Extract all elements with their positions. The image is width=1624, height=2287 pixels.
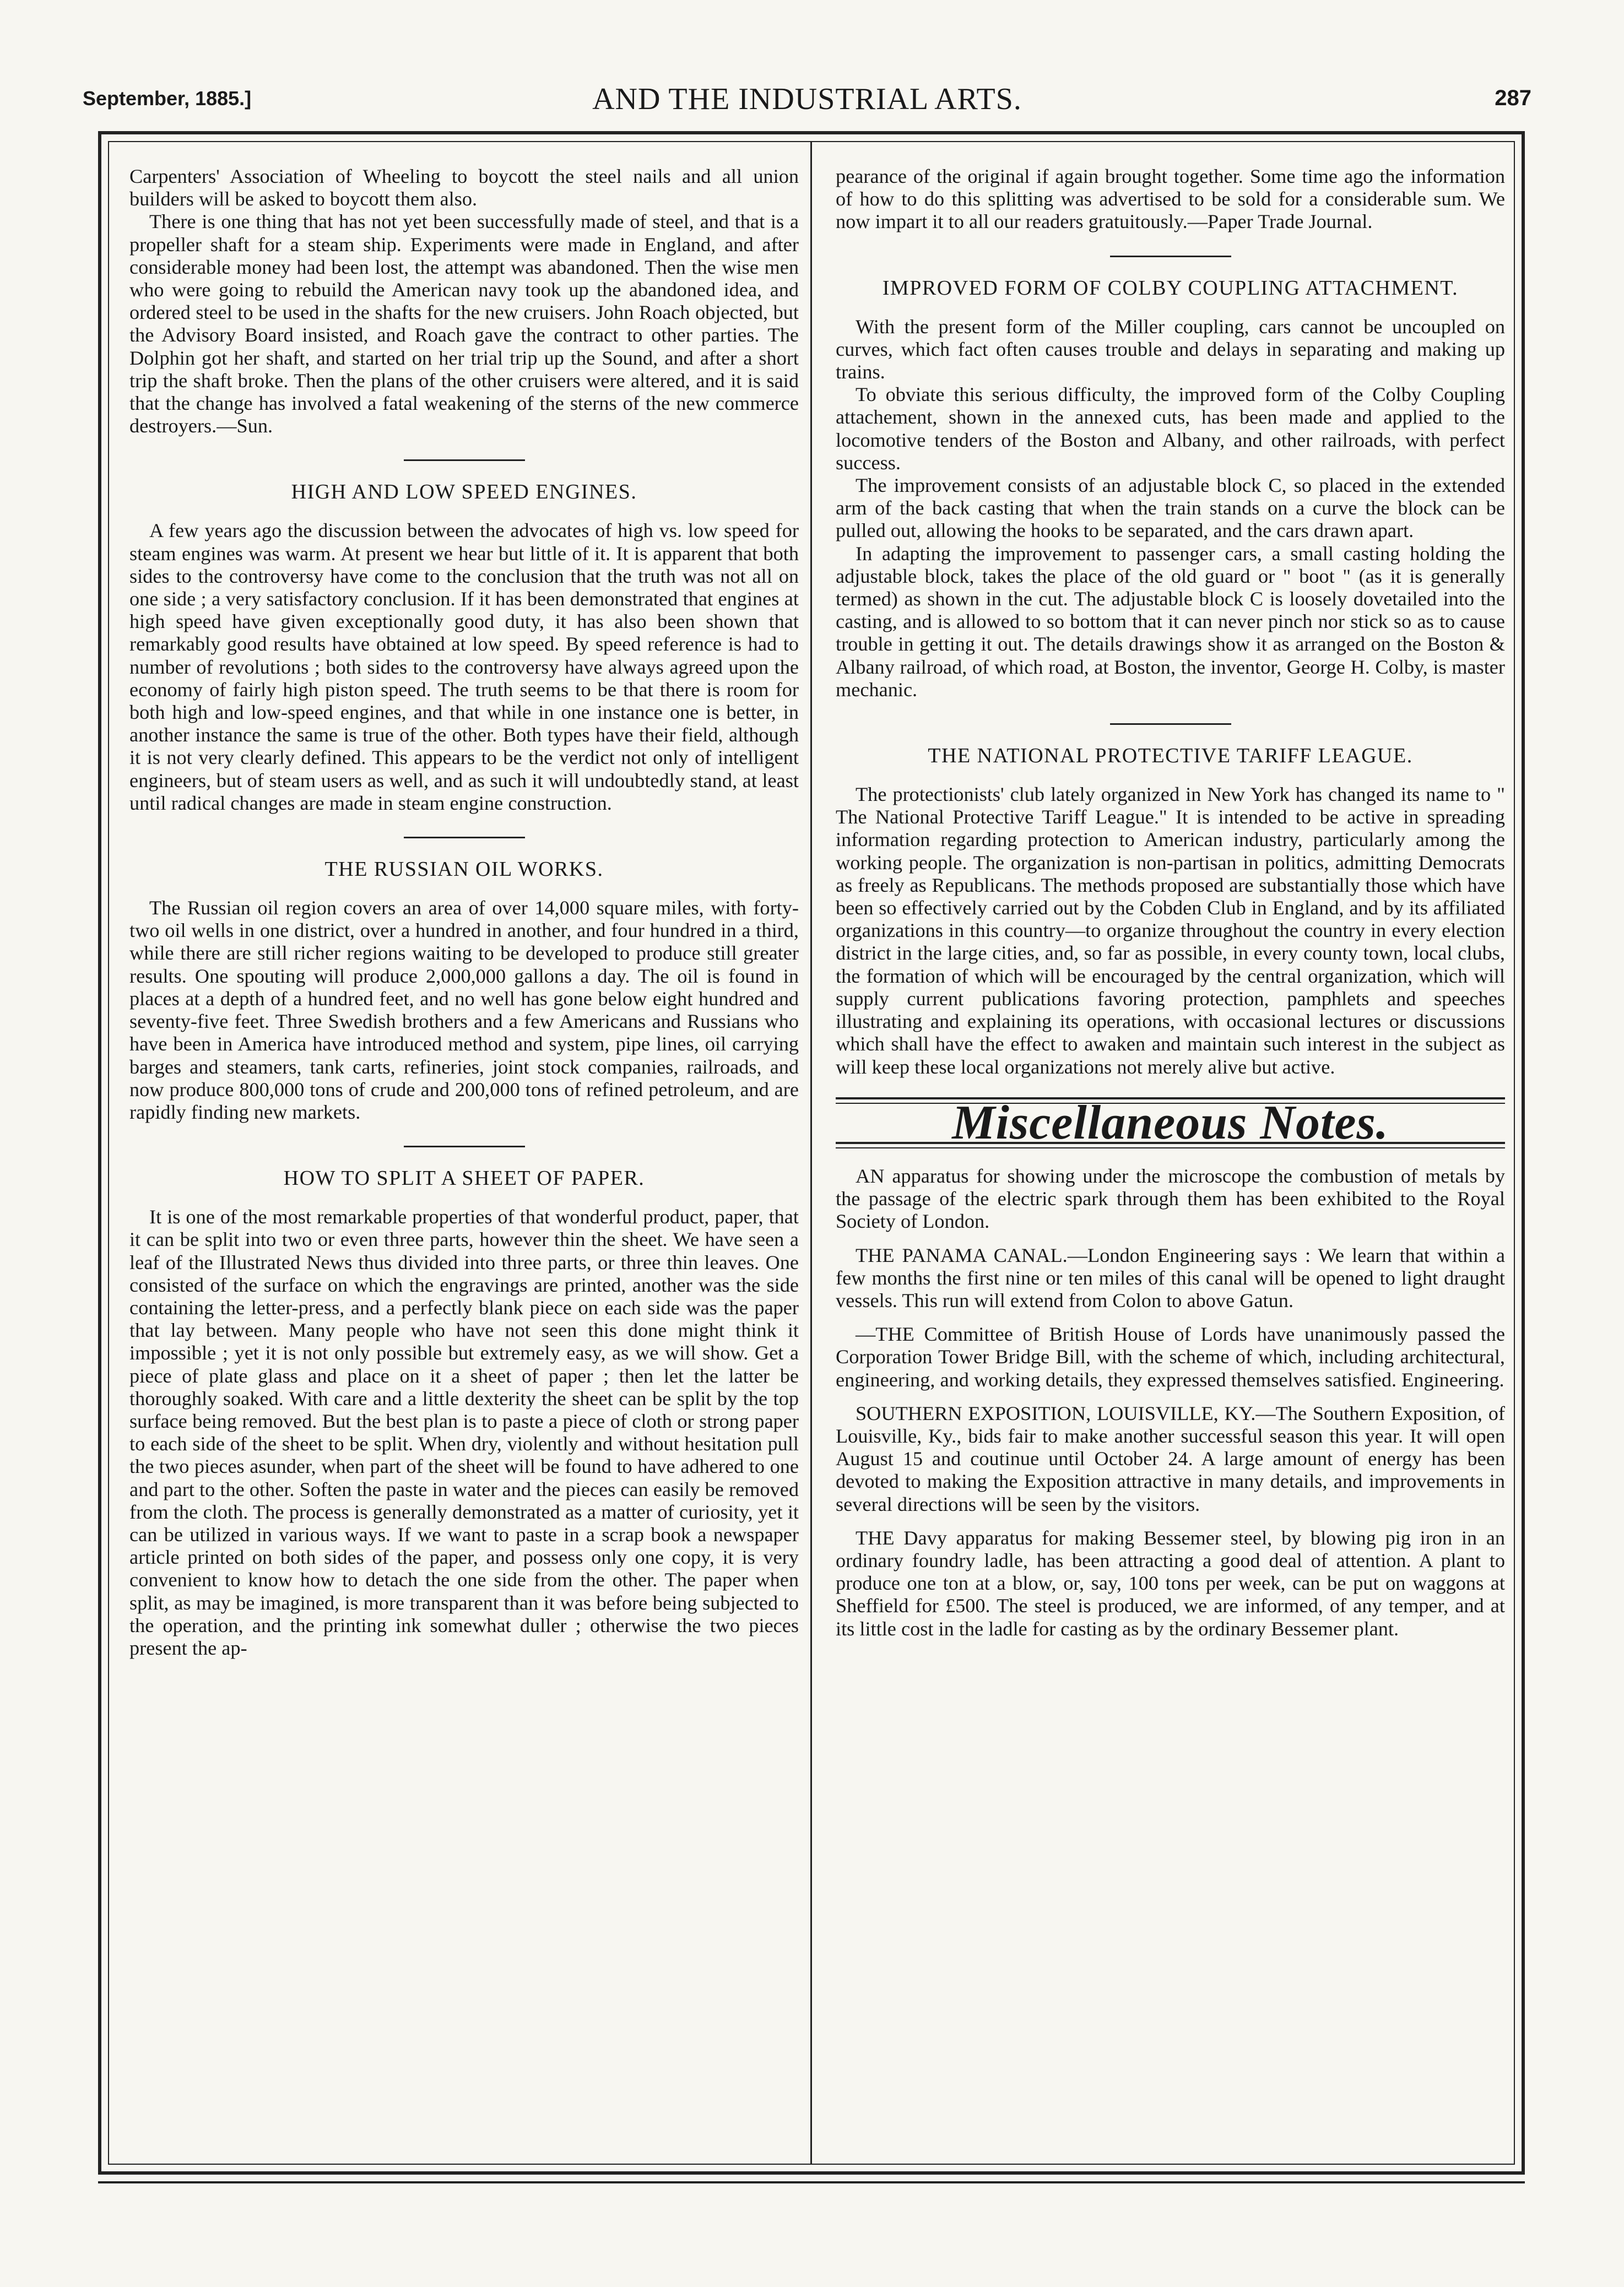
running-title: AND THE INDUSTRIAL ARTS. <box>592 82 1022 116</box>
article-paragraph-coupling: With the present form of the Miller coupling, cars cannot be uncoupled on curves, which fact often causes trouble and delays in separating and making up trains. <box>836 315 1505 383</box>
article-title-coupling: IMPROVED FORM OF COLBY COUPLING ATTACHMENT. <box>882 276 1459 300</box>
left-column <box>129 165 799 1660</box>
article-body-oil: The Russian oil region covers an area of over 14,000 square miles, with forty-two oil wells in one district, over a hundred in another, and four hundred in a third, while there are still richer regions waiting to be developed to produce still greater results. One spouting will produce 2,000,000 gallons a day. The oil is found in places at a depth of a hundred feet, and no well has gone below eight hundred and seventy-five feet. Three Swedish brothers and a few Americans and Russians who have been in America have introduced method and system, pipe lines, oil carrying barges and steamers, tank carts, refineries, joint stock companies, railroads, and now produce 800,000 tons of crude and 200,000 tons of refined petroleum, and are rapidly finding new markets. <box>129 897 799 1123</box>
page-bottom-rule <box>98 2181 1525 2183</box>
column-divider <box>810 141 812 2165</box>
article-body-engines: A few years ago the discussion between the advocates of high vs. low speed for steam engines was warm. At present we hear but little of it. It is apparent that both sides to the controversy have come to the conclusion that the truth was not all on one side ; a very satisfactory conclusion. If it has been demonstrated that engines at high speed have given exceptionally good duty, it has also been shown that remarkably good results have obtained at low speed. By speed reference is had to number of revolutions ; both sides to the controversy have always agreed upon the economy of fairly high piston speed. The truth seems to be that there is room for both high and low-speed engines, and that while in one instance one is better, in another instance the same is true of the other. Both types have their field, although it is not very clearly defined. This appears to be the verdict not only of intelligent engineers, but of steam users as well, and as such it will undoubtedly stand, at least until radical changes are made in steam engine construction. <box>129 519 799 814</box>
page-number: 287 <box>1495 86 1531 110</box>
misc-note: —THE Committee of British House of Lords have unanimously passed the Corporation Tower Bridge Bill, with the scheme of which, including architectural, engineering, and working details, they expressed themselves satisfied. Engineering. <box>836 1323 1505 1391</box>
intro-paragraph: Carpenters' Association of Wheeling to boycott the steel nails and all union builders will be asked to boycott them also. <box>129 165 799 210</box>
misc-note: THE PANAMA CANAL.—London Engineering says : We learn that within a few months the first nine or ten miles of this canal will be opened to light draught vessels. This run will extend from Colon to above Gatun. <box>836 1244 1505 1311</box>
article-title-engines: HIGH AND LOW SPEED ENGINES. <box>291 480 637 504</box>
article-paragraph-coupling: The improvement consists of an adjustable block C, so placed in the extended arm of the back casting that when the train stands on a curve the block can be pulled out, allowing the hooks to be separated, and the cars drawn apart. <box>836 474 1505 542</box>
article-continuation: pearance of the original if again brought together. Some time ago the information of how to do this splitting was advertised to be sold for a considerable sum. We now impart it to all our readers gratuitously.—Paper Trade Journal. <box>836 165 1505 233</box>
article-paragraph-coupling: In adapting the improvement to passenger cars, a small casting holding the adjustable block, takes the place of the old guard or " boot " (as it is generally termed) as shown in the cut. The adjustable block C is loosely dovetailed into the casting, and is allowed to so bottom that it can never pinch nor stick so as to cause trouble in getting it out. The details drawings show it as arranged on the Boston & Albany railroad, of which road, at Boston, the inventor, George H. Colby, is master mechanic. <box>836 542 1505 701</box>
intro-paragraph: There is one thing that has not yet been successfully made of steel, and that is a propeller shaft for a steam ship. Experiments were made in England, and after considerable money had been lost, the attempt was abandoned. Then the wise men who were going to rebuild the American navy took up the abandoned idea, and ordered steel to be used in the shafts for the new cruisers. John Roach objected, but the Advisory Board insisted, and Roach gave the contract to other parties. The Dolphin got her shaft, and started on her trial trip up the Sound, and after a short trip the shaft broke. Then the plans of the other cruisers were altered, and it is said that the change has involved a fatal weakening of the sterns of the new commerce destroyers.—Sun. <box>129 210 799 437</box>
right-column <box>836 165 1505 1640</box>
article-title-paper: HOW TO SPLIT A SHEET OF PAPER. <box>283 1167 645 1190</box>
article-body-paper: It is one of the most remarkable properties of that wonderful product, paper, that it can be split into two or even three parts, however thin the sheet. We have seen a leaf of the Illustrated News thus divided into three parts, or three thin leaves. One consisted of the surface on which the engravings are printed, another was the side containing the letter-press, and a perfectly blank piece on each side was the paper that lay between. Many people who have not seen this done might think it impossible ; yet it is not only possible but extremely easy, as we will show. Get a piece of plate glass and place on it a sheet of paper ; then let the latter be thoroughly soaked. With care and a little dexterity the sheet can be split by the top surface being removed. But the best plan is to paste a piece of cloth or strong paper to each side of the sheet to be split. When dry, violently and without hesitation pull the two pieces asunder, when part of the sheet will be found to have adhered to one and part to the other. Soften the paste in water and the pieces can easily be removed from the cloth. The process is generally demonstrated as a matter of curiosity, yet it can be utilized in various ways. If we want to paste in a scrap book a newspaper article printed on both sides of the paper, and possess only one copy, it is very convenient to know how to detach the one side from the other. The paper when split, as may be imagined, is more transparent than it was before being subjected to the operation, and the printing ink somewhat duller ; otherwise the two pieces present the ap- <box>129 1206 799 1659</box>
misc-notes-title: Miscellaneous Notes. <box>952 1096 1389 1150</box>
misc-note: SOUTHERN EXPOSITION, LOUISVILLE, KY.—The Southern Exposition, of Louisville, Ky., bids fair to make another successful season this year. It will open August 15 and coutinue until October 24. A large amount of energy has been devoted to making the Exposition attractive in many details, and improvements in several directions will be seen by the visitors. <box>836 1402 1505 1515</box>
article-paragraph-coupling: To obviate this serious difficulty, the improved form of the Colby Coupling attachement, shown in the annexed cuts, has been made and applied to the locomotive tenders of the Boston and Albany, and other railroads, with perfect success. <box>836 383 1505 474</box>
article-body-tariff: The protectionists' club lately organized in New York has changed its name to " The National Protective Tariff League." It is intended to be active in spreading information regarding protection to American industry, particularly among the working people. The organization is non-partisan in politics, admitting Democrats as freely as Republicans. The methods proposed are substantially those which have been so effectively carried out by the Cobden Club in England, and by its affiliated organizations in this country—to organize throughout the country in every election district in the large cities, and, so far as possible, in every county town, local clubs, the formation of which will be encouraged by the central organization, which will supply current publications favoring protection, pamphlets and speeches illustrating and explaining its operations, with occasional lectures or discussions which shall have the effect to awaken and maintain such interest in the subject as will keep these local organizations not merely alive but active. <box>836 783 1505 1078</box>
page-header <box>83 82 1531 120</box>
misc-note: AN apparatus for showing under the microscope the combustion of metals by the passage of the electric spark through them has been exhibited to the Royal Society of London. <box>836 1164 1505 1233</box>
issue-date: September, 1885.] <box>83 87 252 110</box>
misc-note: THE Davy apparatus for making Bessemer steel, by blowing pig iron in an ordinary foundry ladle, has been attracting a good deal of attention. A plant to produce one ton at a blow, or, say, 100 tons per week, can be put on waggons at Sheffield for £500. The steel is produced, we are informed, of any temper, and at its little cost in the ladle for casting as by the ordinary Bessemer plant. <box>836 1526 1505 1640</box>
article-title-tariff: THE NATIONAL PROTECTIVE TARIFF LEAGUE. <box>928 744 1413 768</box>
article-title-oil: THE RUSSIAN OIL WORKS. <box>324 858 604 881</box>
